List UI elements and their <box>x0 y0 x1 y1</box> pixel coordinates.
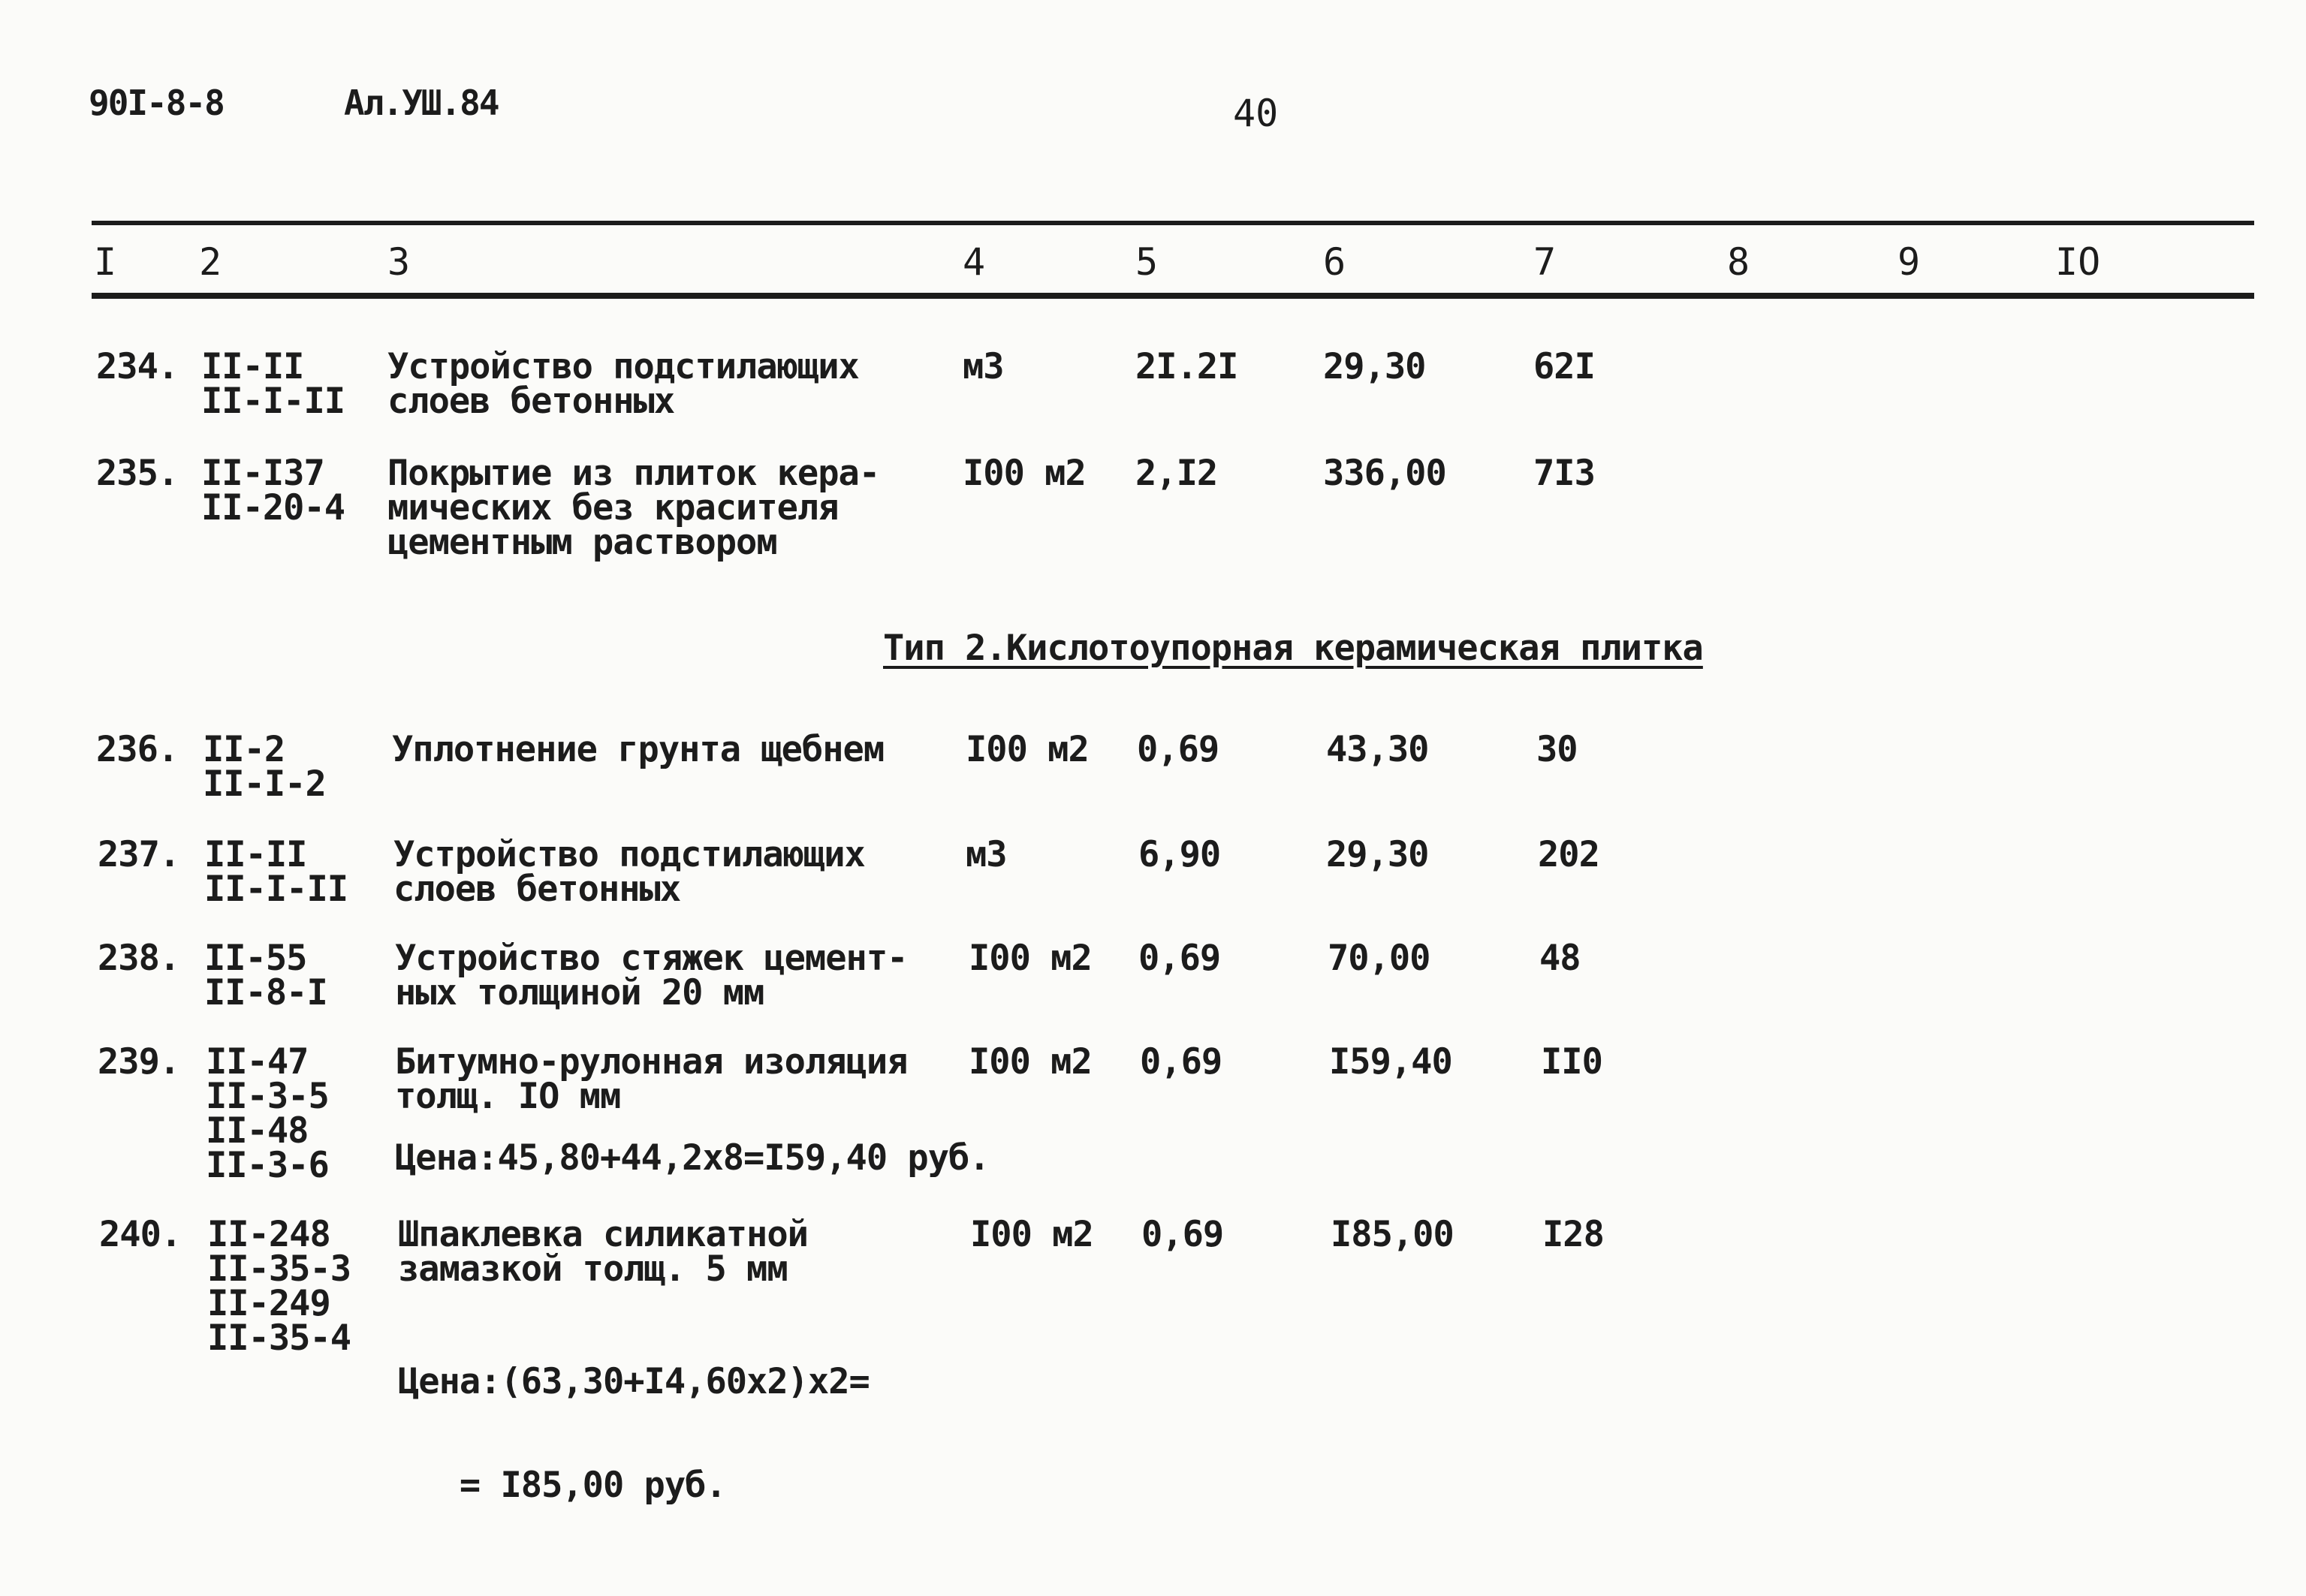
row-description: Устройство подстилающих слоев бетонных <box>387 346 859 422</box>
row-quantity: 6,90 <box>1138 834 1221 875</box>
row-description: Битумно-рулонная изоляция толщ. IO мм <box>395 1041 908 1117</box>
column-header: I <box>94 240 117 284</box>
page-number: 40 <box>1233 92 1279 135</box>
row-total: 202 <box>1538 834 1599 875</box>
row-number: 235. <box>96 453 179 494</box>
column-header: 3 <box>387 240 411 284</box>
row-unit: м3 <box>963 346 1004 387</box>
column-header: 7 <box>1533 240 1557 284</box>
row-codes: II-I37 II-20-4 <box>201 453 345 528</box>
row-quantity: 0,69 <box>1137 729 1219 770</box>
row-total: 62I <box>1533 346 1595 387</box>
row-unit-price: 336,00 <box>1323 453 1446 494</box>
row-unit-price: 29,30 <box>1326 834 1429 875</box>
row-codes: II-248 II-35-3 II-249 II-35-4 <box>207 1214 351 1359</box>
row-total: 7I3 <box>1533 453 1595 494</box>
row-number: 237. <box>98 834 180 875</box>
table-header-rule <box>92 293 2254 299</box>
document-code: 90I-8-8 <box>89 83 224 123</box>
column-header: 6 <box>1323 240 1346 284</box>
row-codes: II-2 II-I-2 <box>203 729 326 805</box>
column-header: 8 <box>1727 240 1750 284</box>
row-unit: м3 <box>966 834 1007 875</box>
column-header: 9 <box>1898 240 1921 284</box>
row-price-note: Цена:(63,30+I4,60х2)х2= = I85,00 руб. <box>398 1361 870 1506</box>
row-unit: I00 м2 <box>969 1041 1092 1083</box>
column-header: 4 <box>963 240 986 284</box>
row-description: Уплотнение грунта щебнем <box>392 729 885 770</box>
table-top-rule <box>92 221 2254 225</box>
row-total: 48 <box>1539 938 1581 979</box>
row-unit-price: I85,00 <box>1331 1214 1454 1255</box>
row-number: 239. <box>98 1041 180 1083</box>
row-unit: I00 м2 <box>966 729 1089 770</box>
section-title: Тип 2.Кислотоупорная керамическая плитка <box>883 628 1703 669</box>
row-quantity: 0,69 <box>1138 938 1221 979</box>
row-codes: II-47 II-3-5 II-48 II-3-6 <box>206 1041 329 1186</box>
row-unit: I00 м2 <box>969 938 1092 979</box>
row-number: 236. <box>96 729 179 770</box>
row-description: Устройство подстилающих слоев бетонных <box>393 834 865 910</box>
row-price-note: Цена:45,80+44,2х8=I59,40 руб. <box>395 1137 990 1179</box>
row-total: I28 <box>1542 1214 1604 1255</box>
row-description: Устройство стяжек цемент- ных толщиной 20 мм <box>395 938 908 1013</box>
row-quantity: 0,69 <box>1141 1214 1224 1255</box>
row-quantity: 0,69 <box>1140 1041 1222 1083</box>
row-codes: II-55 II-8-I <box>204 938 327 1013</box>
row-quantity: 2,I2 <box>1135 453 1218 494</box>
column-header: 5 <box>1135 240 1159 284</box>
album-code: Ал.УШ.84 <box>344 83 499 123</box>
row-codes: II-II II-I-II <box>201 346 345 422</box>
row-total: II0 <box>1541 1041 1602 1083</box>
row-unit: I00 м2 <box>970 1214 1093 1255</box>
row-unit-price: I59,40 <box>1329 1041 1452 1083</box>
row-unit-price: 43,30 <box>1326 729 1429 770</box>
row-description: Покрытие из плиток кера- мических без красителя цементным раствором <box>387 453 880 563</box>
row-unit: I00 м2 <box>963 453 1086 494</box>
column-header: IO <box>2055 240 2101 284</box>
row-unit-price: 70,00 <box>1328 938 1430 979</box>
row-number: 240. <box>99 1214 182 1255</box>
row-number: 238. <box>98 938 180 979</box>
column-header: 2 <box>199 240 222 284</box>
row-codes: II-II II-I-II <box>204 834 348 910</box>
row-total: 30 <box>1536 729 1578 770</box>
row-unit-price: 29,30 <box>1323 346 1426 387</box>
row-quantity: 2I.2I <box>1135 346 1238 387</box>
row-number: 234. <box>96 346 179 387</box>
row-description: Шпаклевка силикатной замазкой толщ. 5 мм <box>398 1214 808 1290</box>
